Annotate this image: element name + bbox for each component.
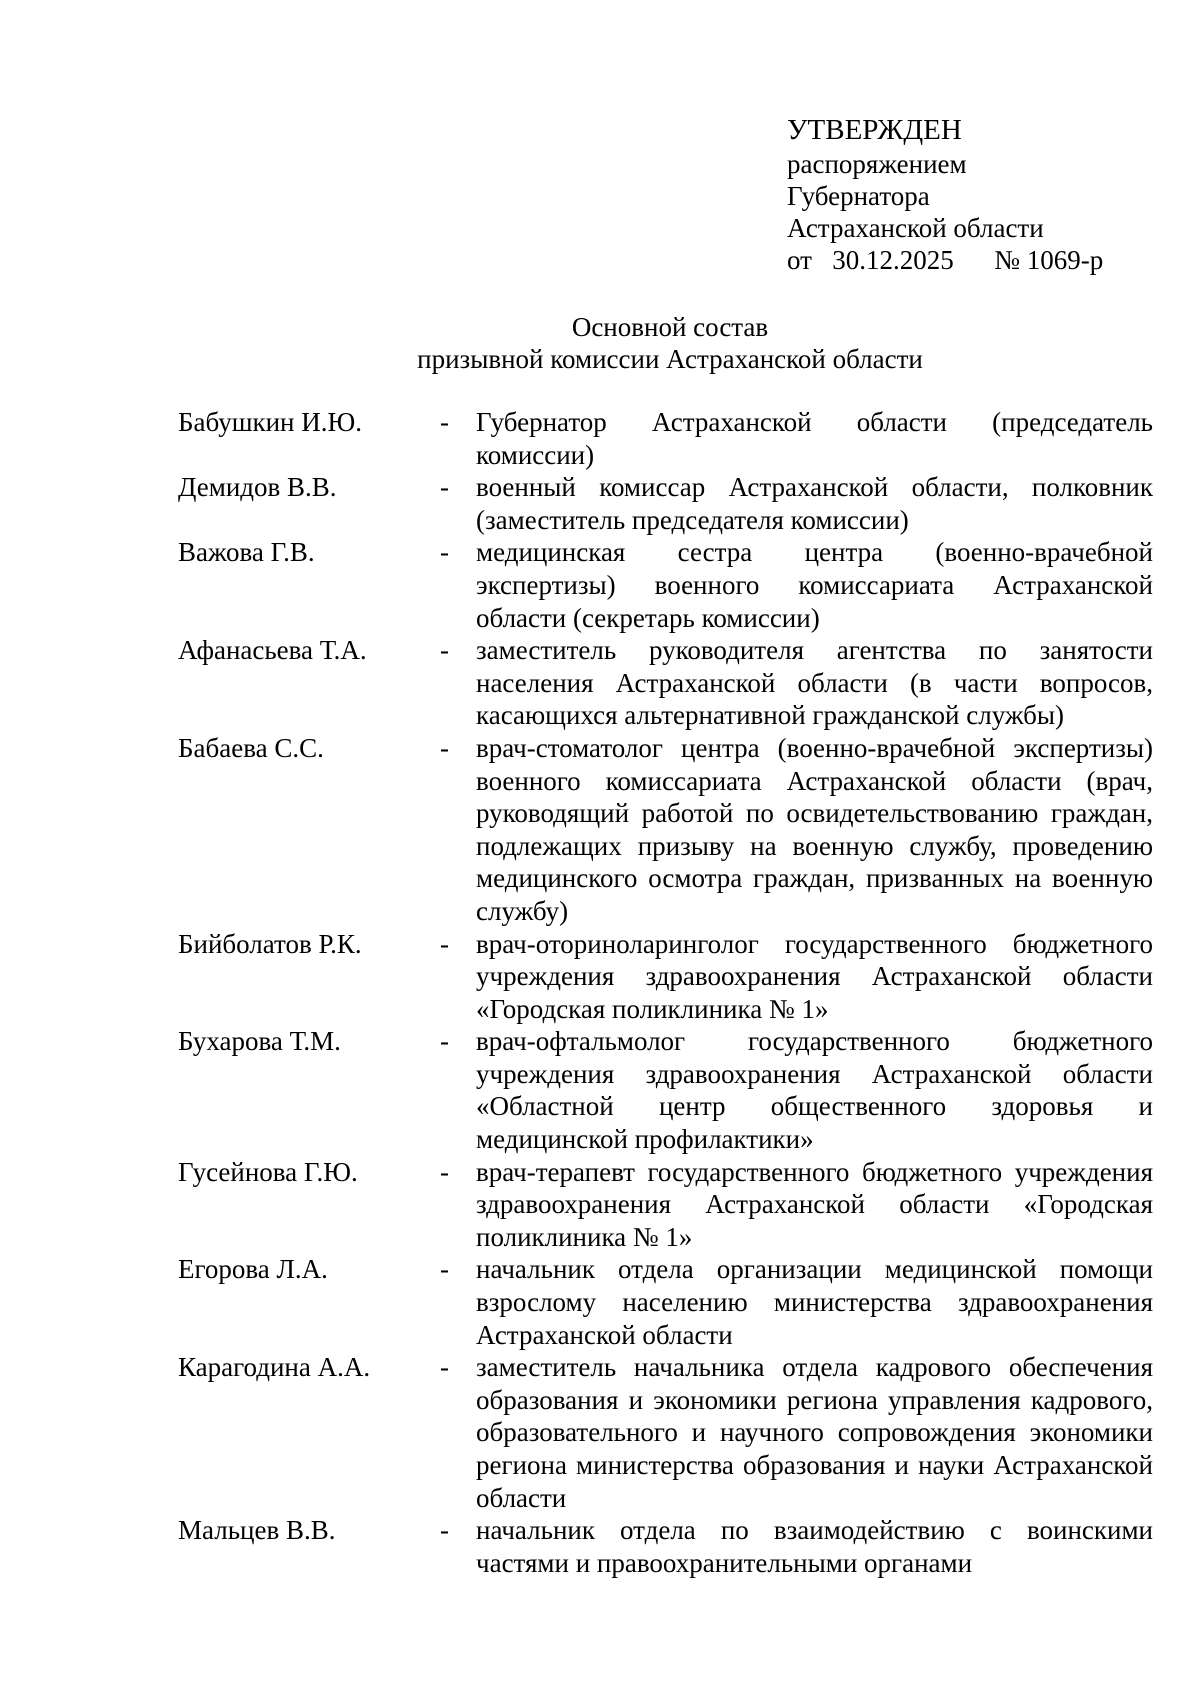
member-row (178, 1025, 1153, 1155)
member-role: заместитель начальника отдела кадрового обеспечения образования и экономики региона управления кадрового, образовательного и научного сопровождения экономики региона министерства образования и науки Астраханской области (476, 1352, 1153, 1513)
member-role: врач-оториноларинголог государственного бюджетного учреждения здравоохранения Астраханской области «Городская поликлиника № 1» (476, 928, 1153, 1024)
approval-line-2: Губернатора (787, 181, 930, 211)
member-name: Егорова Л.А. (178, 1254, 328, 1285)
member-row (178, 634, 1153, 732)
member-name: Бийболатов Р.К. (178, 928, 362, 959)
member-dash: - (440, 1515, 449, 1546)
member-row (178, 732, 1153, 928)
member-role: медицинская сестра центра (военно-врачебной экспертизы) военного комиссариата Астраханской области (секретарь комиссии) (476, 537, 1153, 633)
member-role: заместитель руководителя агентства по занятости населения Астраханской области (в части вопросов, касающихся альтернативной гражданской службы) (476, 635, 1153, 731)
member-role: Губернатор Астраханской области (председатель комиссии) (476, 407, 1153, 470)
member-dash: - (440, 1254, 449, 1285)
member-row (178, 1514, 1153, 1579)
title-line-2: призывной комиссии Астраханской области (417, 344, 923, 374)
member-dash: - (440, 537, 449, 568)
member-row (178, 536, 1153, 634)
member-name: Важова Г.В. (178, 537, 315, 568)
member-dash: - (440, 1156, 449, 1187)
member-row (178, 1156, 1153, 1254)
approval-date-number: от 30.12.2025 № 1069-р (787, 245, 1104, 275)
member-role: врач-офтальмолог государственного бюджетного учреждения здравоохранения Астраханской области «Областной центр общественного здоровья и медицинской профилактики» (476, 1026, 1153, 1155)
member-role: врач-стоматолог центра (военно-врачебной экспертизы) военного комиссариата Астраханской области (врач, руководящий работой по освидетельствованию граждан, подлежащих призыву на военную службу, проведению медицинского осмотра граждан, призванных на военную службу) (476, 732, 1153, 926)
members-list (178, 406, 1153, 1579)
member-name: Бабушкин И.Ю. (178, 407, 363, 437)
member-name: Афанасьева Т.А. (178, 635, 367, 666)
approval-line-1: распоряжением (787, 149, 967, 179)
member-row (178, 471, 1153, 536)
member-dash: - (440, 407, 449, 437)
approval-stamp: УТВЕРЖДЕН (787, 114, 962, 146)
document-title (0, 311, 1200, 375)
member-dash: - (440, 1026, 449, 1057)
member-row (178, 1253, 1153, 1351)
member-role: начальник отдела по взаимодействию с воинскими частями и правоохранительными органами (476, 1515, 1153, 1578)
member-row (178, 928, 1153, 1026)
member-dash: - (440, 1352, 449, 1383)
member-name: Мальцев В.В. (178, 1515, 336, 1546)
approval-line-3: Астраханской области (787, 213, 1044, 243)
member-role: врач-терапевт государственного бюджетного учреждения здравоохранения Астраханской области «Городская поликлиника № 1» (476, 1156, 1153, 1252)
member-name: Карагодина А.А. (178, 1352, 371, 1383)
member-name: Демидов В.В. (178, 472, 337, 503)
title-line-1: Основной состав (571, 312, 769, 342)
member-row (178, 1351, 1153, 1514)
member-role: военный комиссар Астраханской области, полковник (заместитель председателя комиссии) (476, 472, 1153, 535)
member-dash: - (440, 928, 449, 959)
member-name: Гусейнова Г.Ю. (178, 1156, 358, 1187)
member-role: начальник отдела организации медицинской помощи взрослому населению министерства здравоохранения Астраханской области (476, 1254, 1153, 1350)
member-dash: - (440, 472, 449, 503)
member-dash: - (440, 732, 449, 763)
member-name: Бухарова Т.М. (178, 1026, 341, 1057)
member-name: Бабаева С.С. (178, 732, 324, 763)
member-row (178, 406, 1153, 471)
member-dash: - (440, 635, 449, 666)
approval-block (787, 112, 1103, 276)
